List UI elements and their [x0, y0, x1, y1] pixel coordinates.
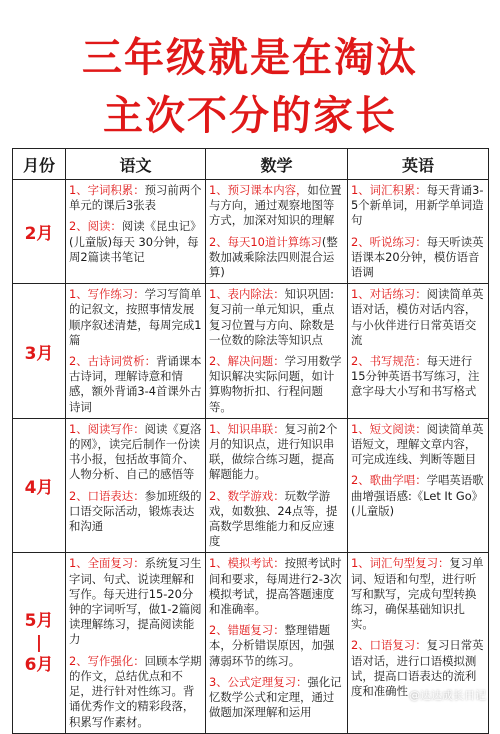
list-item [351, 354, 485, 400]
item-heading: 2、写作强化： [69, 653, 145, 668]
item-text: 参加班级的口语交际活动，锻炼表达和沟通 [69, 488, 202, 534]
item-heading: 1、预习课本内容， [209, 183, 308, 197]
item-heading: 1、阅读写作： [69, 421, 145, 436]
table-row [13, 180, 489, 284]
list-item [69, 654, 202, 730]
english-cell [348, 284, 489, 419]
item-text: 每天背诵3-5个新单词，用新学单词造句 [351, 183, 484, 228]
list-item [351, 473, 485, 519]
list-item [351, 556, 485, 632]
list-item [209, 287, 344, 348]
list-item [351, 183, 485, 229]
month-cell [13, 180, 66, 284]
item-text: 阅读简单英语对话，模仿对话内容，与小伙伴进行日常英语交流 [351, 287, 484, 347]
table-row [13, 418, 489, 553]
item-heading: 2、口语表达： [69, 488, 145, 503]
list-item [209, 489, 344, 550]
item-text: 强化记忆数学公式和定理，通过做题加深理解和运用 [209, 674, 342, 720]
list-item [209, 235, 344, 281]
list-item [209, 422, 344, 483]
item-text: 玩数学游戏，如数独、24点等，提高数学思维能力和反应速度 [209, 488, 338, 549]
item-text: 整理错题本，分析错误原因，加强薄弱环节的练习。 [209, 623, 335, 668]
list-item [209, 183, 344, 229]
item-text: 复习单词、短语和句型，进行听写和默写，完成句型转换练习，确保基础知识扎实。 [351, 556, 484, 632]
math-cell [206, 553, 348, 733]
item-heading: 2、古诗词赏析： [69, 354, 156, 369]
chinese-cell [66, 418, 206, 553]
month-cell [13, 418, 66, 553]
chinese-cell [66, 180, 206, 284]
item-heading: 2、阅读： [69, 219, 122, 234]
month-label: 5月 | 6月 [24, 611, 54, 676]
item-heading: 1、写作练习： [69, 287, 145, 302]
item-text: 学习用数学知识解决实际问题，如计算购物折扣、行程问题等。 [209, 354, 342, 414]
header-english: 英语 [348, 149, 489, 180]
english-cell [348, 418, 489, 553]
header-math: 数学 [206, 149, 348, 180]
month-label: 4月 [24, 478, 54, 499]
table-row [13, 284, 489, 419]
list-item [69, 422, 202, 483]
item-text: 按照考试时间和要求，每周进行2-3次模拟考试，提高答题速度和准确率。 [209, 556, 342, 617]
item-heading: 2、解决问题： [209, 354, 285, 369]
item-text: 如位置与方向，通过观察地图等方式，加深对知识的理解 [209, 183, 342, 228]
list-item [69, 287, 202, 348]
item-heading: 1、对话练习： [351, 287, 427, 302]
list-item [209, 623, 344, 669]
item-text: 回顾本学期的作文，总结优点和不足，进行针对性练习。背诵优秀作文的精彩段落，积累写作素材。 [69, 653, 202, 729]
list-item [69, 183, 202, 213]
math-cell [206, 284, 348, 419]
item-heading: 1、模拟考试： [209, 556, 285, 571]
list-item [69, 489, 202, 535]
item-text: 学唱英语歌曲增强语感:《Let It Go》(儿童版) [351, 473, 484, 518]
item-heading: 1、表内除法： [209, 287, 285, 302]
item-text: 预习前两个单元的课后3张表 [69, 183, 202, 213]
item-heading: 2、每天10道计算练习 [209, 234, 322, 249]
item-heading: 1、知识串联： [209, 421, 285, 436]
item-text: 复习前2个月的知识点，进行知识串联，做综合练习题，提高解题能力。 [209, 421, 338, 482]
item-heading: 2、口语复习： [351, 638, 427, 653]
list-item [351, 422, 485, 468]
item-text: (整数加减乘除法四则混合运算) [209, 234, 338, 280]
header-chinese: 语文 [66, 149, 206, 180]
watermark: @达达成长日记 [409, 689, 486, 702]
list-item [69, 354, 202, 415]
item-text: 阅读简单英语短文，理解文章内容，可完成连线、判断等题目 [351, 421, 484, 467]
month-cell [13, 284, 66, 419]
english-cell [348, 553, 489, 733]
item-heading: 2、错题复习： [209, 623, 285, 638]
title-line-2: 主次不分的家长 [103, 93, 397, 139]
list-item [209, 354, 344, 415]
item-text: 复习日常英语对话，进行口语模拟测试，提高口语表达的流利度和准确性 [351, 638, 484, 699]
item-heading: 1、短文阅读： [351, 421, 427, 436]
item-text: 知识巩固:复习前一单元知识，重点复习位置与方向、除数是一位数的除法等知识点 [209, 287, 335, 347]
header-month: 月份 [13, 149, 66, 180]
chinese-cell [66, 284, 206, 419]
item-text: 系统复习生字词、句式、说读理解和写作。每天进行15-20分钟的字词听写，做1-2篇阅读理解练习，提高阅读能力 [69, 556, 202, 647]
math-cell [206, 180, 348, 284]
item-heading: 3、公式定理复习： [209, 674, 308, 689]
table-header-row [13, 149, 489, 180]
list-item [209, 556, 344, 617]
item-heading: 2、听说练习： [351, 234, 427, 249]
list-item [69, 556, 202, 647]
item-heading: 1、词汇句型复习： [351, 556, 450, 571]
month-label: 3月 [24, 343, 54, 364]
chinese-cell [66, 553, 206, 733]
item-heading: 1、字词积累： [69, 183, 145, 197]
item-heading: 1、全面复习： [69, 556, 145, 571]
item-text: 阅读《夏洛的网》，读完后制作一份读书小报，包括故事简介、人物分析、自己的感悟等 [69, 421, 202, 482]
list-item [351, 287, 485, 348]
list-item [69, 219, 202, 265]
english-cell [348, 180, 489, 284]
math-cell [206, 418, 348, 553]
table-row [13, 553, 489, 733]
item-text: 背诵课本古诗词，理解诗意和情感，额外背诵3-4首课外古诗词 [69, 354, 202, 414]
item-heading: 2、书写规范： [351, 354, 427, 369]
title-line-1: 三年级就是在淘汰 [82, 35, 418, 81]
list-item [209, 675, 344, 721]
study-plan-table [12, 148, 489, 734]
item-text: 学习写简单的记叙文，按照事情发展顺序叙述清楚，每周完成1篇 [69, 287, 202, 347]
list-item [351, 235, 485, 281]
item-heading: 1、词汇积累： [351, 183, 427, 197]
item-heading: 2、数学游戏： [209, 488, 285, 503]
item-text: 每天听读英语课本20分钟，模仿语音语调 [351, 234, 484, 280]
item-heading: 2、歌曲学唱： [351, 473, 427, 488]
item-text: 阅读《昆虫记》(儿童版)每天 30分钟，每周2篇读书笔记 [69, 219, 202, 264]
item-text: 每天进行15分钟英语书写练习，注意字母大小写和书写格式 [351, 354, 480, 399]
month-cell [13, 553, 66, 733]
month-label: 2月 [24, 224, 54, 245]
